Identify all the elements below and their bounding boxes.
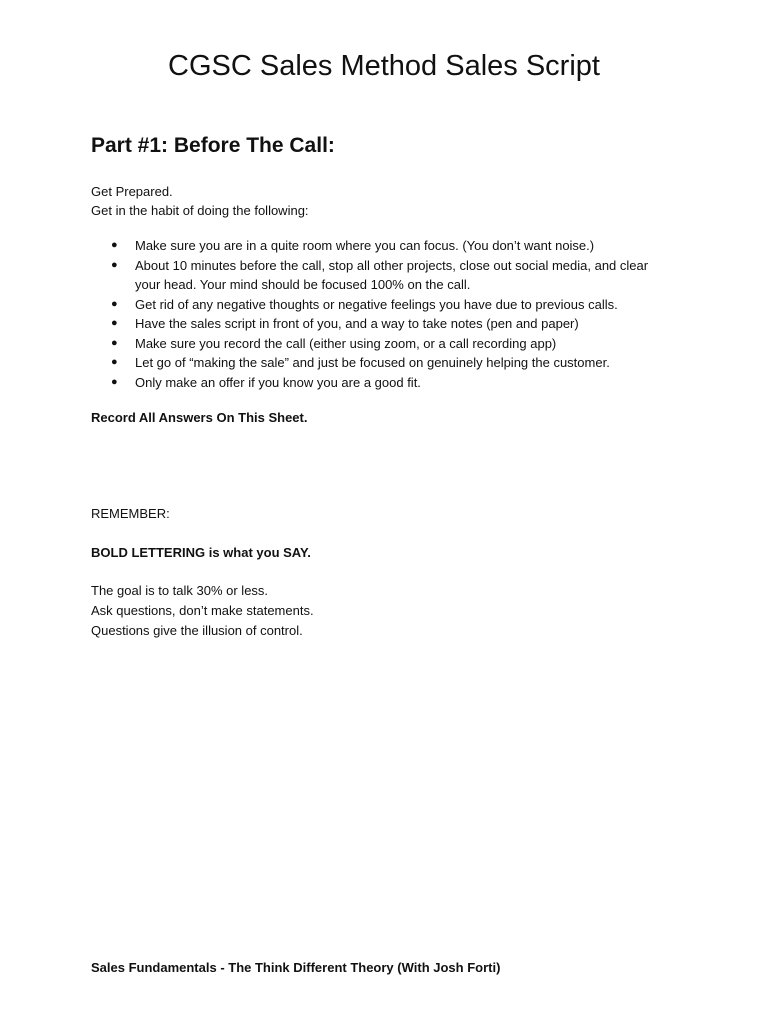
list-item-text: Make sure you are in a quite room where you can focus. (You don’t want noise.) — [135, 238, 595, 253]
list-item-text: Make sure you record the call (either using zoom, or a call recording app) — [135, 335, 557, 351]
preparation-list — [91, 236, 671, 392]
page-footer: Sales Fundamentals - The Think Different Theory (With Josh Forti) — [91, 960, 501, 975]
list-item — [91, 373, 671, 393]
record-answers-note: Record All Answers On This Sheet. — [91, 410, 308, 425]
list-item-text: Have the sales script in front of you, and a way to take notes (pen and paper) — [135, 316, 579, 331]
list-item-text: Only make an offer if you know you are a good fit. — [135, 374, 421, 390]
bullet-icon: ● — [111, 356, 118, 368]
bullet-icon: ● — [111, 336, 118, 349]
bullet-icon: ● — [111, 375, 118, 388]
bullet-icon: ● — [111, 297, 118, 310]
remember-label: REMEMBER: — [91, 506, 170, 521]
list-item — [91, 295, 671, 315]
goal-line: The goal is to talk 30% or less. — [91, 583, 269, 598]
list-item — [91, 314, 671, 334]
bullet-icon: ● — [111, 239, 118, 251]
list-item — [91, 353, 671, 373]
intro-line: Get Prepared. — [91, 184, 173, 199]
document-title: CGSC Sales Method Sales Script — [168, 50, 600, 82]
intro-line: Get in the habit of doing the following: — [91, 203, 309, 218]
list-item — [91, 256, 671, 295]
section-heading: Part #1: Before The Call: — [91, 134, 335, 157]
bullet-icon: ● — [111, 317, 118, 329]
goal-line: Ask questions, don’t make statements. — [91, 603, 314, 618]
bullet-icon: ● — [111, 258, 118, 271]
intro-text — [91, 182, 309, 220]
list-item — [91, 334, 671, 354]
list-item-text: Get rid of any negative thoughts or negative feelings you have due to previous calls. — [135, 296, 618, 312]
goals-text — [91, 581, 314, 641]
list-item-text: Let go of “making the sale” and just be focused on genuinely helping the customer. — [135, 355, 610, 370]
goal-line: Questions give the illusion of control. — [91, 623, 303, 638]
bold-lettering-note: BOLD LETTERING is what you SAY. — [91, 545, 311, 560]
list-item-text: About 10 minutes before the call, stop all other projects, close out social media, and clear your head. Your mind should be focused 100% on the call. — [135, 257, 649, 292]
list-item — [91, 236, 671, 256]
